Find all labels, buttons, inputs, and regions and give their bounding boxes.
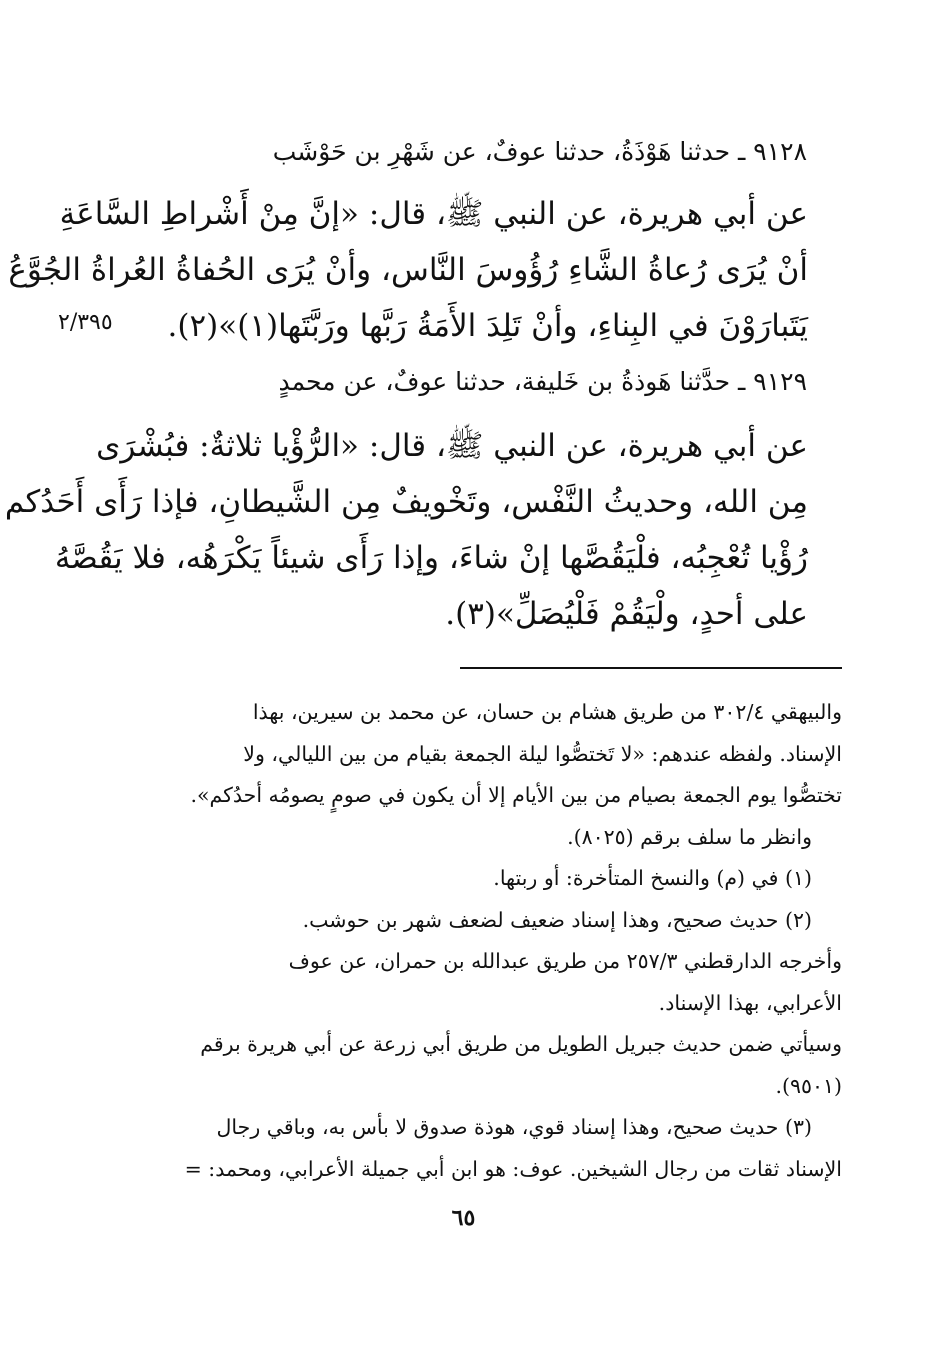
hadith-9129-text [4, 418, 808, 642]
footnote-line: تختصُّوا يوم الجمعة بصيام من بين الأيام إلا أن يكون في صومٍ يصومُه أحدُكم». [190, 783, 842, 807]
footnote-divider [460, 667, 842, 669]
footnote-3: (٣) حديث صحيح، وهذا إسناد قوي، هوذة صدوق لا بأس به، وباقي رجال [216, 1115, 812, 1139]
footnote-line: الإسناد. ولفظه عندهم: «لا تَختصُّوا ليلة الجمعة بقيام من بين الليالي، ولا [243, 741, 842, 766]
footnote-see-also: وانظر ما سلف برقم (٨٠٢٥). [567, 824, 812, 849]
footnote-line: وأخرجه الدارقطني ٢٥٧/٣ من طريق عبدالله بن حمران، عن عوف [288, 949, 842, 973]
page-number: ٦٥ [451, 1205, 476, 1231]
text-line: مِن الله، وحديثُ النَّفْس، وتَخْويفٌ مِن الشَّيطانِ، فإذا رَأَى أَحَدُكم [4, 484, 808, 520]
footnote-line: الإسناد ثقات من رجال الشيخين. عوف: هو ابن أبي جميلة الأعرابي، ومحمد: = [184, 1156, 842, 1181]
footnote-line: (٩٥٠١). [775, 1073, 842, 1098]
footnote-line: والبيهقي ٣٠٢/٤ من طريق هشام بن حسان، عن محمد بن سيرين، بهذا [252, 700, 842, 724]
hadith-9129-header: ٩١٢٩ ـ حدَّثنا هَوذةُ بن خَليفة، حدثنا عوفٌ، عن محمدٍ [278, 367, 807, 396]
hadith-9128-header: ٩١٢٨ ـ حدثنا هَوْذَةُ، حدثنا عوفٌ، عن شَهْرِ بن حَوْشَب [272, 137, 807, 166]
footnote-line: وسيأتي ضمن حديث جبريل الطويل من طريق أبي زرعة عن أبي هريرة برقم [200, 1032, 842, 1056]
text-line: عن أبي هريرة، عن النبي ﷺ، قال: «الرُّؤْيا ثلاثةٌ: فبُشْرَى [96, 428, 808, 464]
text-line: على أحدٍ، ولْيَقُمْ فَلْيُصَلِّ»(٣). [445, 596, 808, 632]
text-line: يَتَبارَوْنَ في البِناءِ، وأنْ تَلِدَ الأَمَةُ رَبَّها ورَبَّتَها(١)»(٢). [167, 308, 808, 344]
footnote-1: (١) في (م) والنسخ المتأخرة: أو ربتها. [493, 866, 812, 890]
text-line: أنْ يُرَى رُعاةُ الشَّاءِ رُؤُوسَ النَّاس، وأنْ يُرَى الحُفاةُ العُراةُ الجُوَّعُ [8, 252, 808, 288]
margin-reference: ٢/٣٩٥ [58, 310, 113, 335]
footnote-2: (٢) حديث صحيح، وهذا إسناد ضعيف لضعف شهر بن حوشب. [302, 907, 812, 932]
text-line: عن أبي هريرة، عن النبي ﷺ، قال: «إنَّ مِنْ أَشْراطِ السَّاعَةِ [59, 196, 808, 232]
footnote-line: الأعرابي، بهذا الإسناد. [658, 990, 842, 1015]
footnotes [148, 692, 842, 1190]
text-line: رُؤْيا تُعْجِبُه، فلْيَقُصَّها إنْ شاءَ، وإذا رَأَى شيئاً يَكْرَهُه، فلا يَقُصَّهُ [54, 540, 808, 576]
